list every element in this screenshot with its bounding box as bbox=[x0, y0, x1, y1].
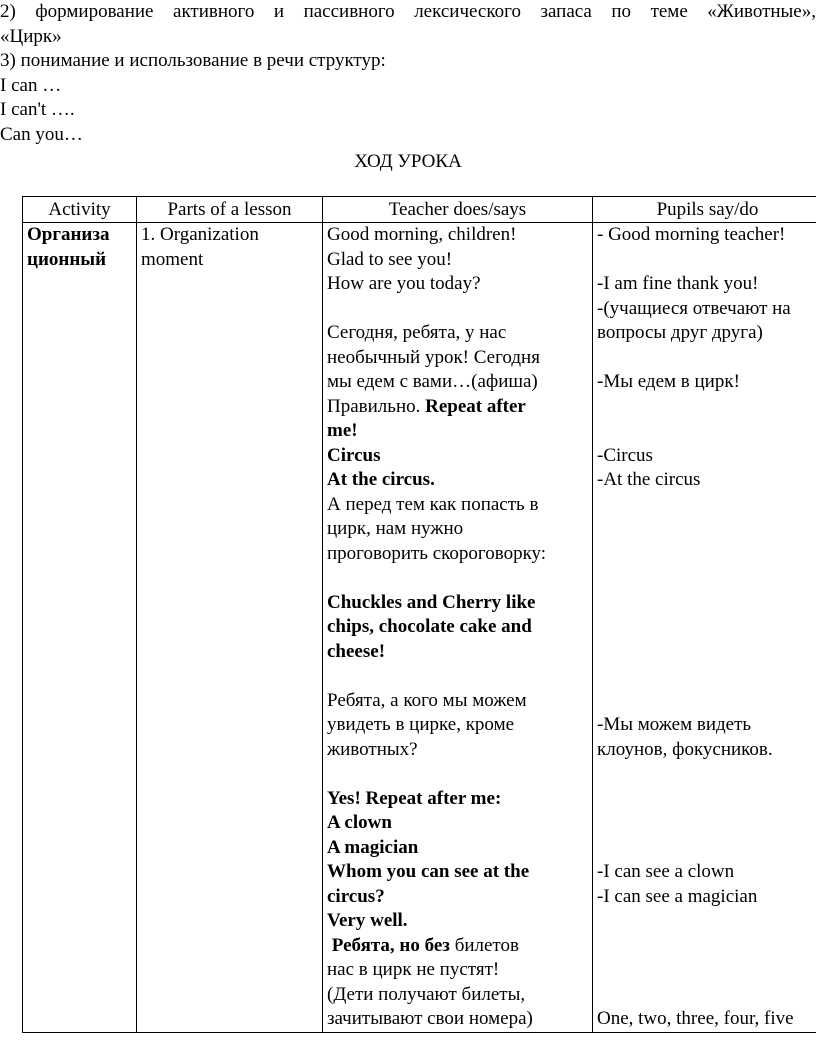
teacher-bold-text: Ребята, но без bbox=[327, 934, 455, 956]
lesson-table bbox=[22, 196, 816, 1033]
activity-text: Организа bbox=[27, 224, 110, 245]
teacher-line bbox=[327, 934, 588, 959]
teacher-line: A clown bbox=[327, 812, 392, 833]
teacher-line: Ребята, а кого мы можем bbox=[327, 689, 527, 711]
header-activity: Activity bbox=[23, 197, 137, 223]
pupil-line: -Circus bbox=[597, 444, 653, 466]
teacher-line: Good morning, children! bbox=[327, 224, 517, 245]
teacher-line: Chuckles and Cherry like bbox=[327, 591, 536, 613]
intro-text bbox=[0, 0, 816, 147]
teacher-bold-text: Repeat after bbox=[425, 395, 526, 417]
teacher-line: проговорить скороговорку: bbox=[327, 542, 547, 564]
activity-cell bbox=[23, 223, 137, 1033]
teacher-line: нас в цирк не пустят! bbox=[327, 959, 500, 980]
header-pupils: Pupils say/do bbox=[593, 197, 816, 223]
teacher-line: необычный урок! Сегодня bbox=[327, 346, 540, 368]
teacher-line: Circus bbox=[327, 444, 381, 466]
part-text: moment bbox=[141, 248, 204, 270]
intro-line: I can't …. bbox=[0, 99, 75, 120]
pupil-line: -I can see a magician bbox=[597, 885, 758, 907]
header-teacher: Teacher does/says bbox=[323, 197, 593, 223]
part-text: 1. Organization bbox=[141, 224, 259, 245]
teacher-line: At the circus. bbox=[327, 469, 435, 490]
teacher-line: me! bbox=[327, 420, 358, 441]
pupil-line: One, two, three, four, five bbox=[597, 1008, 794, 1029]
pupil-line: -I am fine thank you! bbox=[597, 273, 759, 294]
teacher-line: Whom you can see at the bbox=[327, 861, 530, 882]
pupil-line: -I can see a clown bbox=[597, 861, 735, 882]
teacher-line: зачитывают свои номера) bbox=[327, 1008, 533, 1029]
teacher-text: билетов bbox=[454, 934, 519, 956]
teacher-line: circus? bbox=[327, 885, 385, 907]
intro-line: «Цирк» bbox=[0, 25, 62, 47]
teacher-line: цирк, нам нужно bbox=[327, 518, 464, 539]
teacher-cell bbox=[323, 223, 593, 1033]
table-row bbox=[23, 223, 816, 1033]
teacher-line: Glad to see you! bbox=[327, 248, 453, 270]
part-cell bbox=[137, 223, 323, 1033]
teacher-line: мы едем с вами…(афиша) bbox=[327, 371, 538, 392]
teacher-line: Yes! Repeat after me: bbox=[327, 787, 502, 809]
teacher-line: животных? bbox=[327, 738, 418, 760]
pupil-line: -At the circus bbox=[597, 469, 701, 490]
header-parts: Parts of a lesson bbox=[137, 197, 323, 223]
pupil-line: -(учащиеся отвечают на bbox=[597, 297, 791, 319]
pupil-line: -Мы едем в цирк! bbox=[597, 371, 740, 392]
teacher-line: How are you today? bbox=[327, 273, 481, 294]
intro-line: 2) формирование активного и пассивного лексического запаса по теме «Животные», bbox=[0, 1, 816, 22]
teacher-text: Правильно. bbox=[327, 395, 426, 417]
pupil-line: -Мы можем видеть bbox=[597, 714, 752, 735]
activity-text: ционный bbox=[27, 248, 107, 270]
table-header-row bbox=[23, 197, 816, 223]
teacher-line: cheese! bbox=[327, 640, 386, 662]
teacher-line: A magician bbox=[327, 836, 419, 858]
section-heading: ХОД УРОКА bbox=[354, 151, 462, 172]
teacher-line: chips, chocolate cake and bbox=[327, 616, 532, 637]
teacher-line: А перед тем как попасть в bbox=[327, 493, 539, 515]
pupil-line: клоунов, фокусников. bbox=[597, 738, 773, 760]
teacher-line: увидеть в цирке, кроме bbox=[327, 714, 515, 735]
pupils-cell bbox=[593, 223, 816, 1033]
pupil-line: - Good morning teacher! bbox=[597, 224, 786, 245]
intro-line: I can … bbox=[0, 74, 62, 96]
teacher-line: Сегодня, ребята, у нас bbox=[327, 322, 507, 343]
teacher-line: (Дети получают билеты, bbox=[327, 983, 526, 1005]
intro-line: 3) понимание и использование в речи структур: bbox=[0, 50, 386, 71]
teacher-line bbox=[327, 395, 588, 420]
intro-line: Can you… bbox=[0, 123, 83, 145]
teacher-line: Very well. bbox=[327, 910, 408, 931]
pupil-line: вопросы друг друга) bbox=[597, 322, 763, 343]
